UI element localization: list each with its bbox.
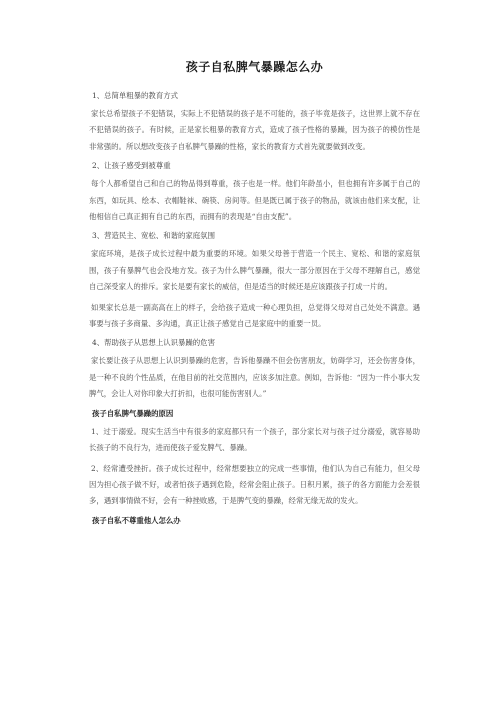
subtitle-causes: 孩子自私脾气暴躁的原因 <box>92 408 174 418</box>
paragraph-3b: 如果家长总是一副高高在上的样子，会给孩子造成一种心理负担，总觉得父母对自己处处不满意。遇事要与孩子多商量、多沟通，真正让孩子感觉自己是家庭中的重要一员。 <box>89 302 420 329</box>
paragraph-1: 家长总希望孩子不犯错误，实际上不犯错误的孩子是不可能的，孩子毕竟是孩子，这世界上就不存在不犯错误的孩子。有时候，正是家长粗暴的教育方式，造成了孩子性格的暴躁，因为孩子的模仿性是非常强的。所以想改变孩子自私脾气暴躁的性格，家长的教育方式首先就要做到改变。 <box>89 109 420 151</box>
paragraph-4: 家长要让孩子从思想上认识到暴躁的危害，告诉他暴躁不但会伤害朋友，妨碍学习，还会伤害身体，是一种不良的个性品质，在他目前的社交范围内，应该多加注意。例如，告诉他：“因为一件小事大发脾气，会让人对你印象大打折扣，也很可能伤害别人。” <box>89 356 420 399</box>
subtitle-disrespect: 孩子自私不尊重他人怎么办 <box>92 515 181 525</box>
paragraph-3a: 家庭环境，是孩子成长过程中最为重要的环境。如果父母善于营造一个民主、宽松、和谐的家庭氛围，孩子有暴脾气也会没地方发。孩子为什么脾气暴躁，很大一部分原因在于父母不理解自己，感觉自己深受家人的排斥。家长是要有家长的威信，但是适当的时候还是应该跟孩子打成一片的。 <box>89 249 420 292</box>
paragraph-2: 每个人都希望自己和自己的物品得到尊重，孩子也是一样。他们年龄虽小，但也拥有许多属于自己的东西，如玩具、绘本、衣帽鞋袜、碗筷、房间等。但是既已属于孩子的物品，就该由他们来支配，让他相信自己真正拥有自己的东西，而拥有的表现是“自由支配”。 <box>89 179 420 222</box>
document-title: 孩子自私脾气暴躁怎么办 <box>185 60 324 74</box>
section-heading-1: 1、总简单粗暴的教育方式 <box>92 91 179 100</box>
paragraph-cause-1: 1、过于溺爱。现实生活当中有很多的家庭都只有一个孩子，部分家长对与孩子过分溺爱，就容易助长孩子的不良行为，进而使孩子爱发脾气、暴躁。 <box>89 426 420 453</box>
section-heading-4: 4、帮助孩子从思想上认识暴躁的危害 <box>92 338 215 348</box>
paragraph-cause-2: 2、经常遭受挫折。孩子成长过程中，经常想要独立的完成一些事情，他们认为自己有能力，但父母因为担心孩子做不好，或者怕孩子遇到危险，经常会阻止孩子。日积月累，孩子的各方面能力会差很多，遇到事情做不好，会有一种挫败感，于是脾气变的暴躁，经常无缘无故的发火。 <box>89 463 420 506</box>
section-heading-2: 2、让孩子感受到被尊重 <box>92 161 171 171</box>
section-heading-3: 3、营造民主、宽松、和谐的家庭氛围 <box>92 231 215 241</box>
